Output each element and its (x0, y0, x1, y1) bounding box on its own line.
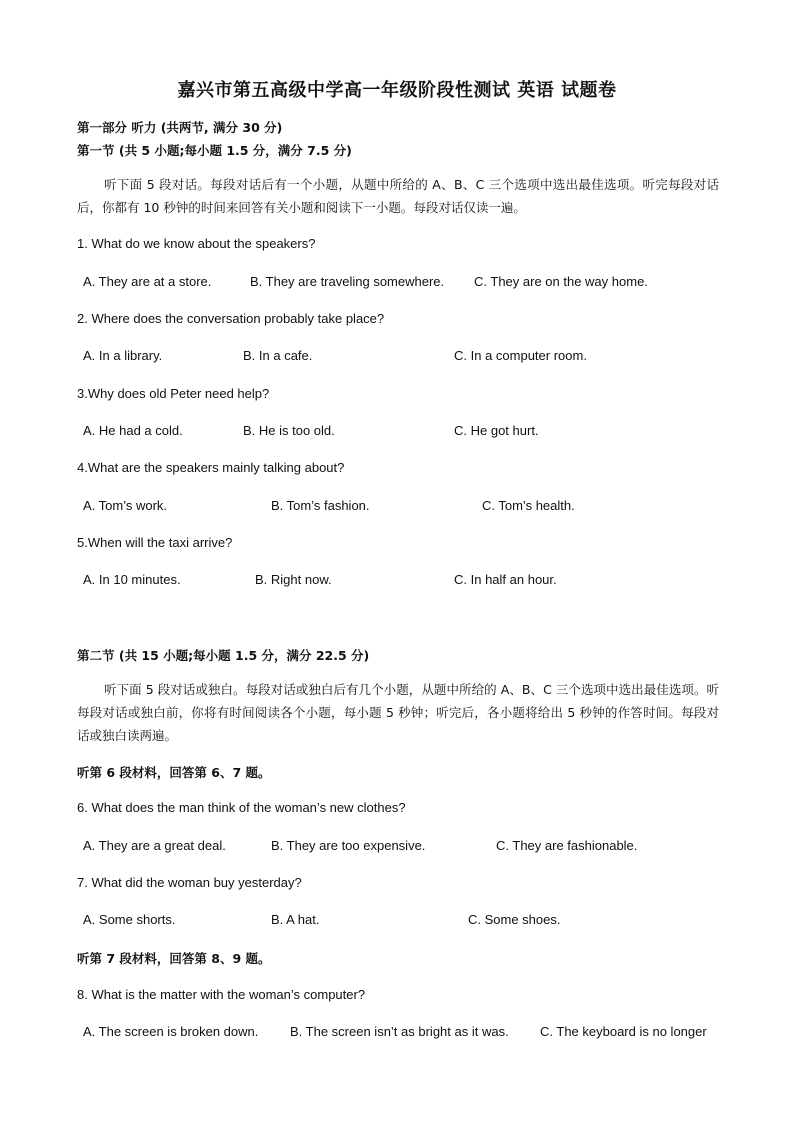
section1-instructions: 听下面 5 段对话。每段对话后有一个小题，从题中所给的 A、B、C 三个选项中选出最佳选项。听完每段对话后，你都有 10 秒钟的时间来回答有关小题和阅读下一小题。每段对话仅读一遍。 (77, 177, 719, 215)
question-1-stem: 1. What do we know about the speakers? (77, 236, 316, 251)
question-7-stem: 7. What did the woman buy yesterday? (77, 875, 302, 890)
question-4-option-a[interactable]: A. Tom’s work. (83, 498, 168, 513)
question-4-stem: 4.What are the speakers mainly talking about? (77, 460, 345, 475)
question-2-option-a[interactable]: A. In a library. (83, 348, 163, 363)
question-8-option-a[interactable]: A. The screen is broken down. (83, 1024, 259, 1039)
question-3-option-b[interactable]: B. He is too old. (243, 423, 335, 438)
question-5-option-c[interactable]: C. In half an hour. (454, 572, 557, 587)
question-1-option-c[interactable]: C. They are on the way home. (474, 274, 648, 289)
question-6-option-c[interactable]: C. They are fashionable. (496, 838, 638, 853)
question-4-option-b[interactable]: B. Tom’s fashion. (271, 498, 370, 513)
material-7-heading: 听第 7 段材料，回答第 8、9 题。 (77, 951, 271, 966)
question-5-option-b[interactable]: B. Right now. (255, 572, 332, 587)
question-5-stem: 5.When will the taxi arrive? (77, 535, 233, 550)
section2-heading: 第二节 (共 15 小题;每小题 1.5 分，满分 22.5 分) (77, 648, 370, 663)
section2-instructions: 听下面 5 段对话或独白。每段对话或独白后有几个小题，从题中所给的 A、B、C 三个选项中选出最佳选项。听每段对话或独白前，你将有时间阅读各个小题，每小题 5 秒钟；听完后，各小题将给出 5 秒钟的作答时间。每段对话或独白读两遍。 (77, 682, 719, 743)
question-7-option-a[interactable]: A. Some shorts. (83, 912, 176, 927)
question-8-option-c[interactable]: C. The keyboard is no longer (540, 1024, 707, 1039)
question-6-option-b[interactable]: B. They are too expensive. (271, 838, 426, 853)
question-6-option-a[interactable]: A. They are a great deal. (83, 838, 226, 853)
material-6-heading: 听第 6 段材料，回答第 6、7 题。 (77, 765, 271, 780)
question-7-option-b[interactable]: B. A hat. (271, 912, 320, 927)
part1-heading: 第一部分 听力 (共两节, 满分 30 分) (77, 120, 283, 135)
question-5-option-a[interactable]: A. In 10 minutes. (83, 572, 181, 587)
question-6-stem: 6. What does the man think of the woman’s new clothes? (77, 800, 406, 815)
question-1-option-b[interactable]: B. They are traveling somewhere. (250, 274, 445, 289)
question-3-option-a[interactable]: A. He had a cold. (83, 423, 183, 438)
question-8-stem: 8. What is the matter with the woman’s computer? (77, 987, 366, 1002)
question-2-stem: 2. Where does the conversation probably take place? (77, 311, 385, 326)
question-2-option-c[interactable]: C. In a computer room. (454, 348, 587, 363)
question-4-option-c[interactable]: C. Tom’s health. (482, 498, 575, 513)
question-1-option-a[interactable]: A. They are at a store. (83, 274, 212, 289)
question-8-option-b[interactable]: B. The screen isn’t as bright as it was. (290, 1024, 509, 1039)
section1-heading: 第一节 (共 5 小题;每小题 1.5 分，满分 7.5 分) (77, 143, 352, 158)
question-3-option-c[interactable]: C. He got hurt. (454, 423, 539, 438)
question-7-option-c[interactable]: C. Some shoes. (468, 912, 561, 927)
question-2-option-b[interactable]: B. In a cafe. (243, 348, 313, 363)
question-3-stem: 3.Why does old Peter need help? (77, 386, 270, 401)
page-title: 嘉兴市第五高级中学高一年级阶段性测试 英语 试题卷 (177, 80, 617, 101)
